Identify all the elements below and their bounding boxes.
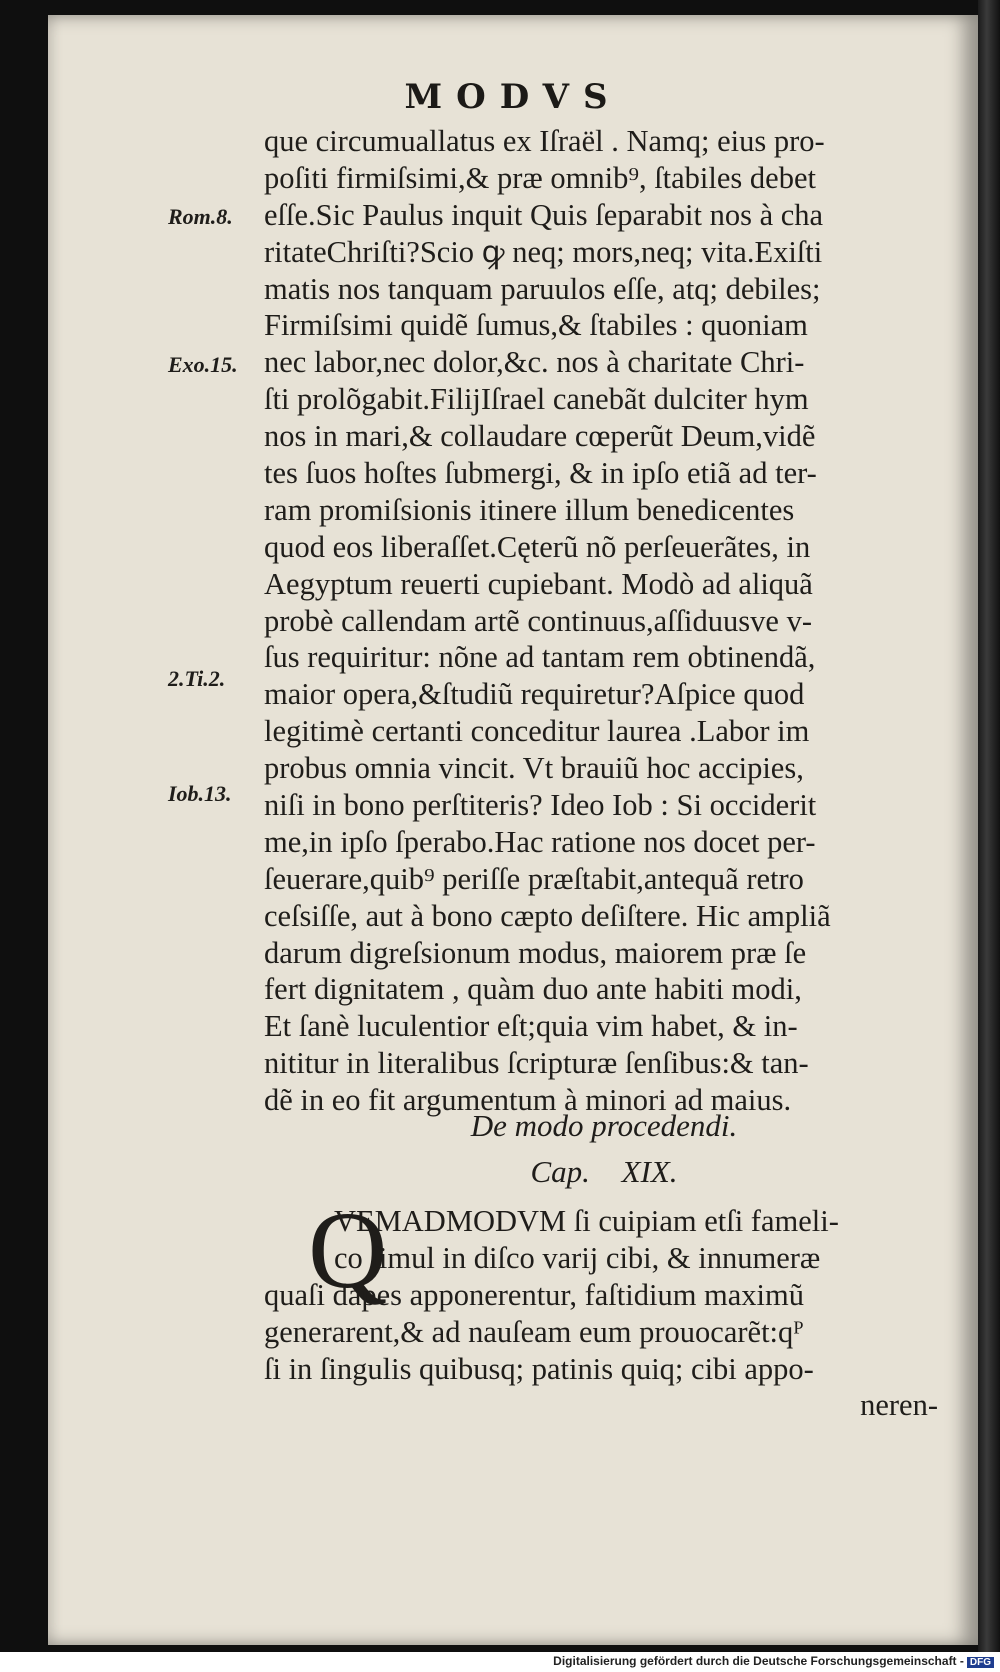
body-line: ram promiſsionis itinere illum benedicentes bbox=[264, 492, 795, 527]
body-line: eſſe.Sic Paulus inquit Quis ſeparabit nos à cha bbox=[264, 197, 824, 232]
body-text bbox=[264, 123, 944, 1119]
dfg-logo-badge: DFG bbox=[967, 1657, 994, 1668]
body-line: ſeuerare,quib⁹ periſſe præſtabit,antequã retro bbox=[264, 861, 804, 896]
chapter-line: co ſimul in diſco varij cibi, & innumeræ bbox=[334, 1240, 821, 1275]
body-line: Firmiſsimi quidẽ ſumus,& ſtabiles : quoniam bbox=[264, 308, 808, 343]
body-line: maior opera,&ſtudiũ requiretur?Aſpice quod bbox=[264, 677, 805, 712]
body-line: matis nos tanquam paruulos eſſe, atq; debiles; bbox=[264, 271, 821, 306]
chapter-text bbox=[264, 1203, 944, 1424]
body-line: Aegyptum reuerti cupiebant. Modò ad aliquã bbox=[264, 566, 813, 601]
margin-note-rom: Rom.8. bbox=[168, 204, 233, 229]
body-line: probè callendam artẽ continuus,aſſiduusve v- bbox=[264, 603, 812, 638]
section-title: De modo procedendi. bbox=[470, 1108, 738, 1143]
credit-text: Digitalisierung gefördert durch die Deutsche Forschungsgemeinschaft - bbox=[553, 1654, 964, 1668]
running-header: MODVS bbox=[404, 77, 622, 117]
body-line: niſi in bono perſtiteris? Ideo Iob : Si occiderit bbox=[264, 788, 817, 823]
body-line: me,in ipſo ſperabo.Hac ratione nos docet per- bbox=[264, 824, 816, 859]
body-line: que circumuallatus ex Iſraël . Namq; eius pro- bbox=[264, 124, 825, 158]
body-line: ſti prolõgabit.FilijIſrael canebãt dulciter hym bbox=[264, 382, 809, 417]
body-line: poſiti firmiſsimi,& præ omnib⁹, ſtabiles debet bbox=[264, 160, 816, 195]
body-line: legitimè certanti conceditur laurea .Labor im bbox=[264, 714, 810, 749]
margin-note-tim: 2.Ti.2. bbox=[168, 666, 226, 691]
body-line: dẽ in eo fit argumentum à minori ad maius. bbox=[264, 1083, 792, 1118]
body-line: ritateChriſti?Scio ꝙ neq; mors,neq; vita.Exiſti bbox=[264, 234, 823, 269]
body-line: quod eos liberaſſet.Cęterũ nõ perſeuerãtes, in bbox=[264, 529, 811, 564]
body-line: nititur in literalibus ſcripturæ ſenſibus:& tan- bbox=[264, 1046, 809, 1081]
body-line: Et ſanè luculentior eſt;quia vim habet, & in- bbox=[264, 1009, 798, 1044]
body-line: darum digreſsionum modus, maiorem præ ſe bbox=[264, 935, 807, 970]
body-line: probus omnia vincit. Vt brauiũ hoc accipies, bbox=[264, 751, 804, 786]
margin-note-iob: Iob.13. bbox=[168, 781, 232, 806]
drop-cap: Q bbox=[308, 1189, 388, 1311]
book-page bbox=[48, 15, 978, 1645]
body-line: fert dignitatem , quàm duo ante habiti modi, bbox=[264, 972, 802, 1007]
margin-note-exo: Exo.15. bbox=[168, 352, 238, 377]
body-line: nos in mari,& collaudare cœperũt Deum,vidẽ bbox=[264, 419, 816, 454]
body-line: ſus requiritur: nõne ad tantam rem obtinendã, bbox=[264, 640, 816, 675]
digitization-credit bbox=[553, 1654, 994, 1668]
chapter-line: quaſi dapes apponerentur, faſtidium maximũ bbox=[264, 1277, 805, 1312]
chapter-line: ſi in ſingulis quibusq; patinis quiq; cibi appo- bbox=[264, 1351, 814, 1386]
catchword: neren- bbox=[860, 1388, 938, 1423]
chapter-line: VEMADMODVM ſi cuipiam etſi fameli- bbox=[334, 1204, 839, 1238]
body-line: nec labor,nec dolor,&c. nos à charitate Chri- bbox=[264, 345, 805, 380]
chapter-number: Cap. XIX. bbox=[530, 1154, 678, 1189]
book-binding-edge bbox=[978, 0, 1000, 1652]
body-line: tes ſuos hoſtes ſubmergi, & in ipſo etiã ad ter- bbox=[264, 456, 817, 491]
chapter-line: generarent,& ad nauſeam eum prouocarẽt:qᴾ bbox=[264, 1314, 804, 1349]
body-line: ceſsiſſe, aut à bono cæpto deſiſtere. Hic ampliã bbox=[264, 898, 831, 933]
